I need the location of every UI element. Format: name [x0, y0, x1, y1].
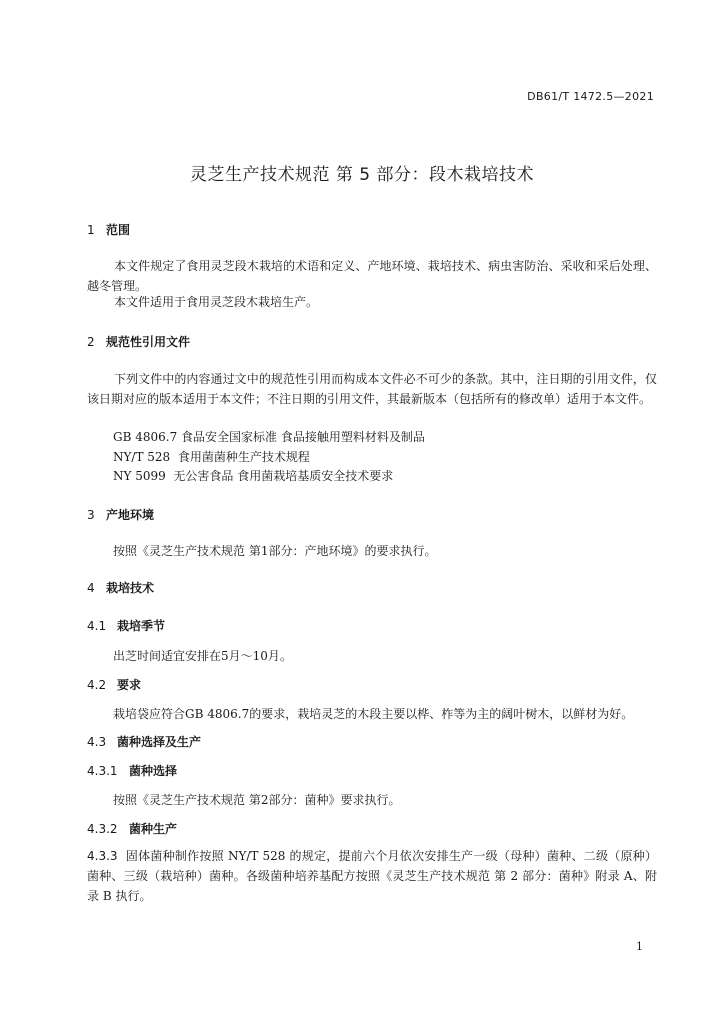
section-4-heading [87, 579, 154, 596]
section-4-3-heading [87, 733, 201, 750]
section-number: 4.2 [87, 678, 107, 692]
section-4-3-1-paragraph: 按照《灵芝生产技术规范 第2部分：菌种》要求执行。 [113, 793, 401, 807]
section-4-3-3-paragraph [87, 846, 657, 906]
section-4-3-2-heading [87, 820, 177, 837]
section-1-paragraph-2: 本文件适用于食用灵芝段木栽培生产。 [114, 295, 319, 309]
section-3-heading [87, 506, 154, 523]
standard-code: DB61/T 1472.5—2021 [527, 90, 654, 103]
section-number: 4.3.3 [87, 849, 118, 863]
section-4-1-heading [87, 617, 165, 634]
page-number: 1 [636, 940, 643, 953]
section-number: 4.3.1 [87, 764, 118, 778]
section-number: 4 [87, 581, 95, 595]
document-title: 灵芝生产技术规范 第 5 部分：段木栽培技术 [189, 165, 535, 185]
section-title: 栽培技术 [106, 581, 155, 595]
section-number: 4.3 [87, 735, 107, 749]
section-2-paragraph-1: 下列文件中的内容通过文中的规范性引用而构成本文件必不可少的条款。其中，注日期的引用文件，仅该日期对应的版本适用于本文件；不注日期的引用文件，其最新版本（包括所有的修改单）适用于本文件。 [87, 372, 657, 406]
section-number: 2 [87, 335, 95, 349]
section-2-heading [87, 333, 190, 350]
reference-item: GB 4806.7 食品安全国家标准 食品接触用塑料材料及制品 [113, 430, 425, 444]
section-number: 4.3.2 [87, 822, 118, 836]
reference-item: NY 5099 无公害食品 食用菌栽培基质安全技术要求 [113, 469, 394, 483]
section-1-heading [87, 221, 130, 238]
section-text: 固体菌种制作按照 NY/T 528 的规定，提前六个月依次安排生产一级（母种）菌种、二级（原种）菌种、三级（栽培种）菌种。各级菌种培养基配方按照《灵芝生产技术规范 第 2 部分：菌种》附录 A、附录 B 执行。 [87, 849, 657, 903]
section-4-2-paragraph: 栽培袋应符合GB 4806.7的要求，栽培灵芝的木段主要以桦、柞等为主的阔叶树木，以鲜材为好。 [113, 707, 634, 721]
section-title: 菌种生产 [129, 822, 178, 836]
reference-item: NY/T 528 食用菌菌种生产技术规程 [113, 450, 310, 464]
section-1-paragraph-1: 本文件规定了食用灵芝段木栽培的术语和定义、产地环境、栽培技术、病虫害防治、采收和采后处理、越冬管理。 [87, 259, 657, 293]
section-4-1-paragraph: 出芝时间适宜安排在5月～10月。 [113, 649, 292, 663]
section-number: 4.1 [87, 619, 107, 633]
section-title: 栽培季节 [117, 619, 166, 633]
section-4-2-heading [87, 676, 141, 693]
section-title: 菌种选择及生产 [117, 735, 202, 749]
section-4-3-1-heading [87, 762, 177, 779]
section-title: 菌种选择 [129, 764, 178, 778]
section-title: 要求 [117, 678, 142, 692]
section-3-paragraph-1: 按照《灵芝生产技术规范 第1部分：产地环境》的要求执行。 [113, 544, 437, 558]
section-number: 1 [87, 223, 95, 237]
section-title: 产地环境 [106, 508, 155, 522]
section-number: 3 [87, 508, 95, 522]
section-title: 范围 [106, 223, 131, 237]
section-title: 规范性引用文件 [106, 335, 191, 349]
